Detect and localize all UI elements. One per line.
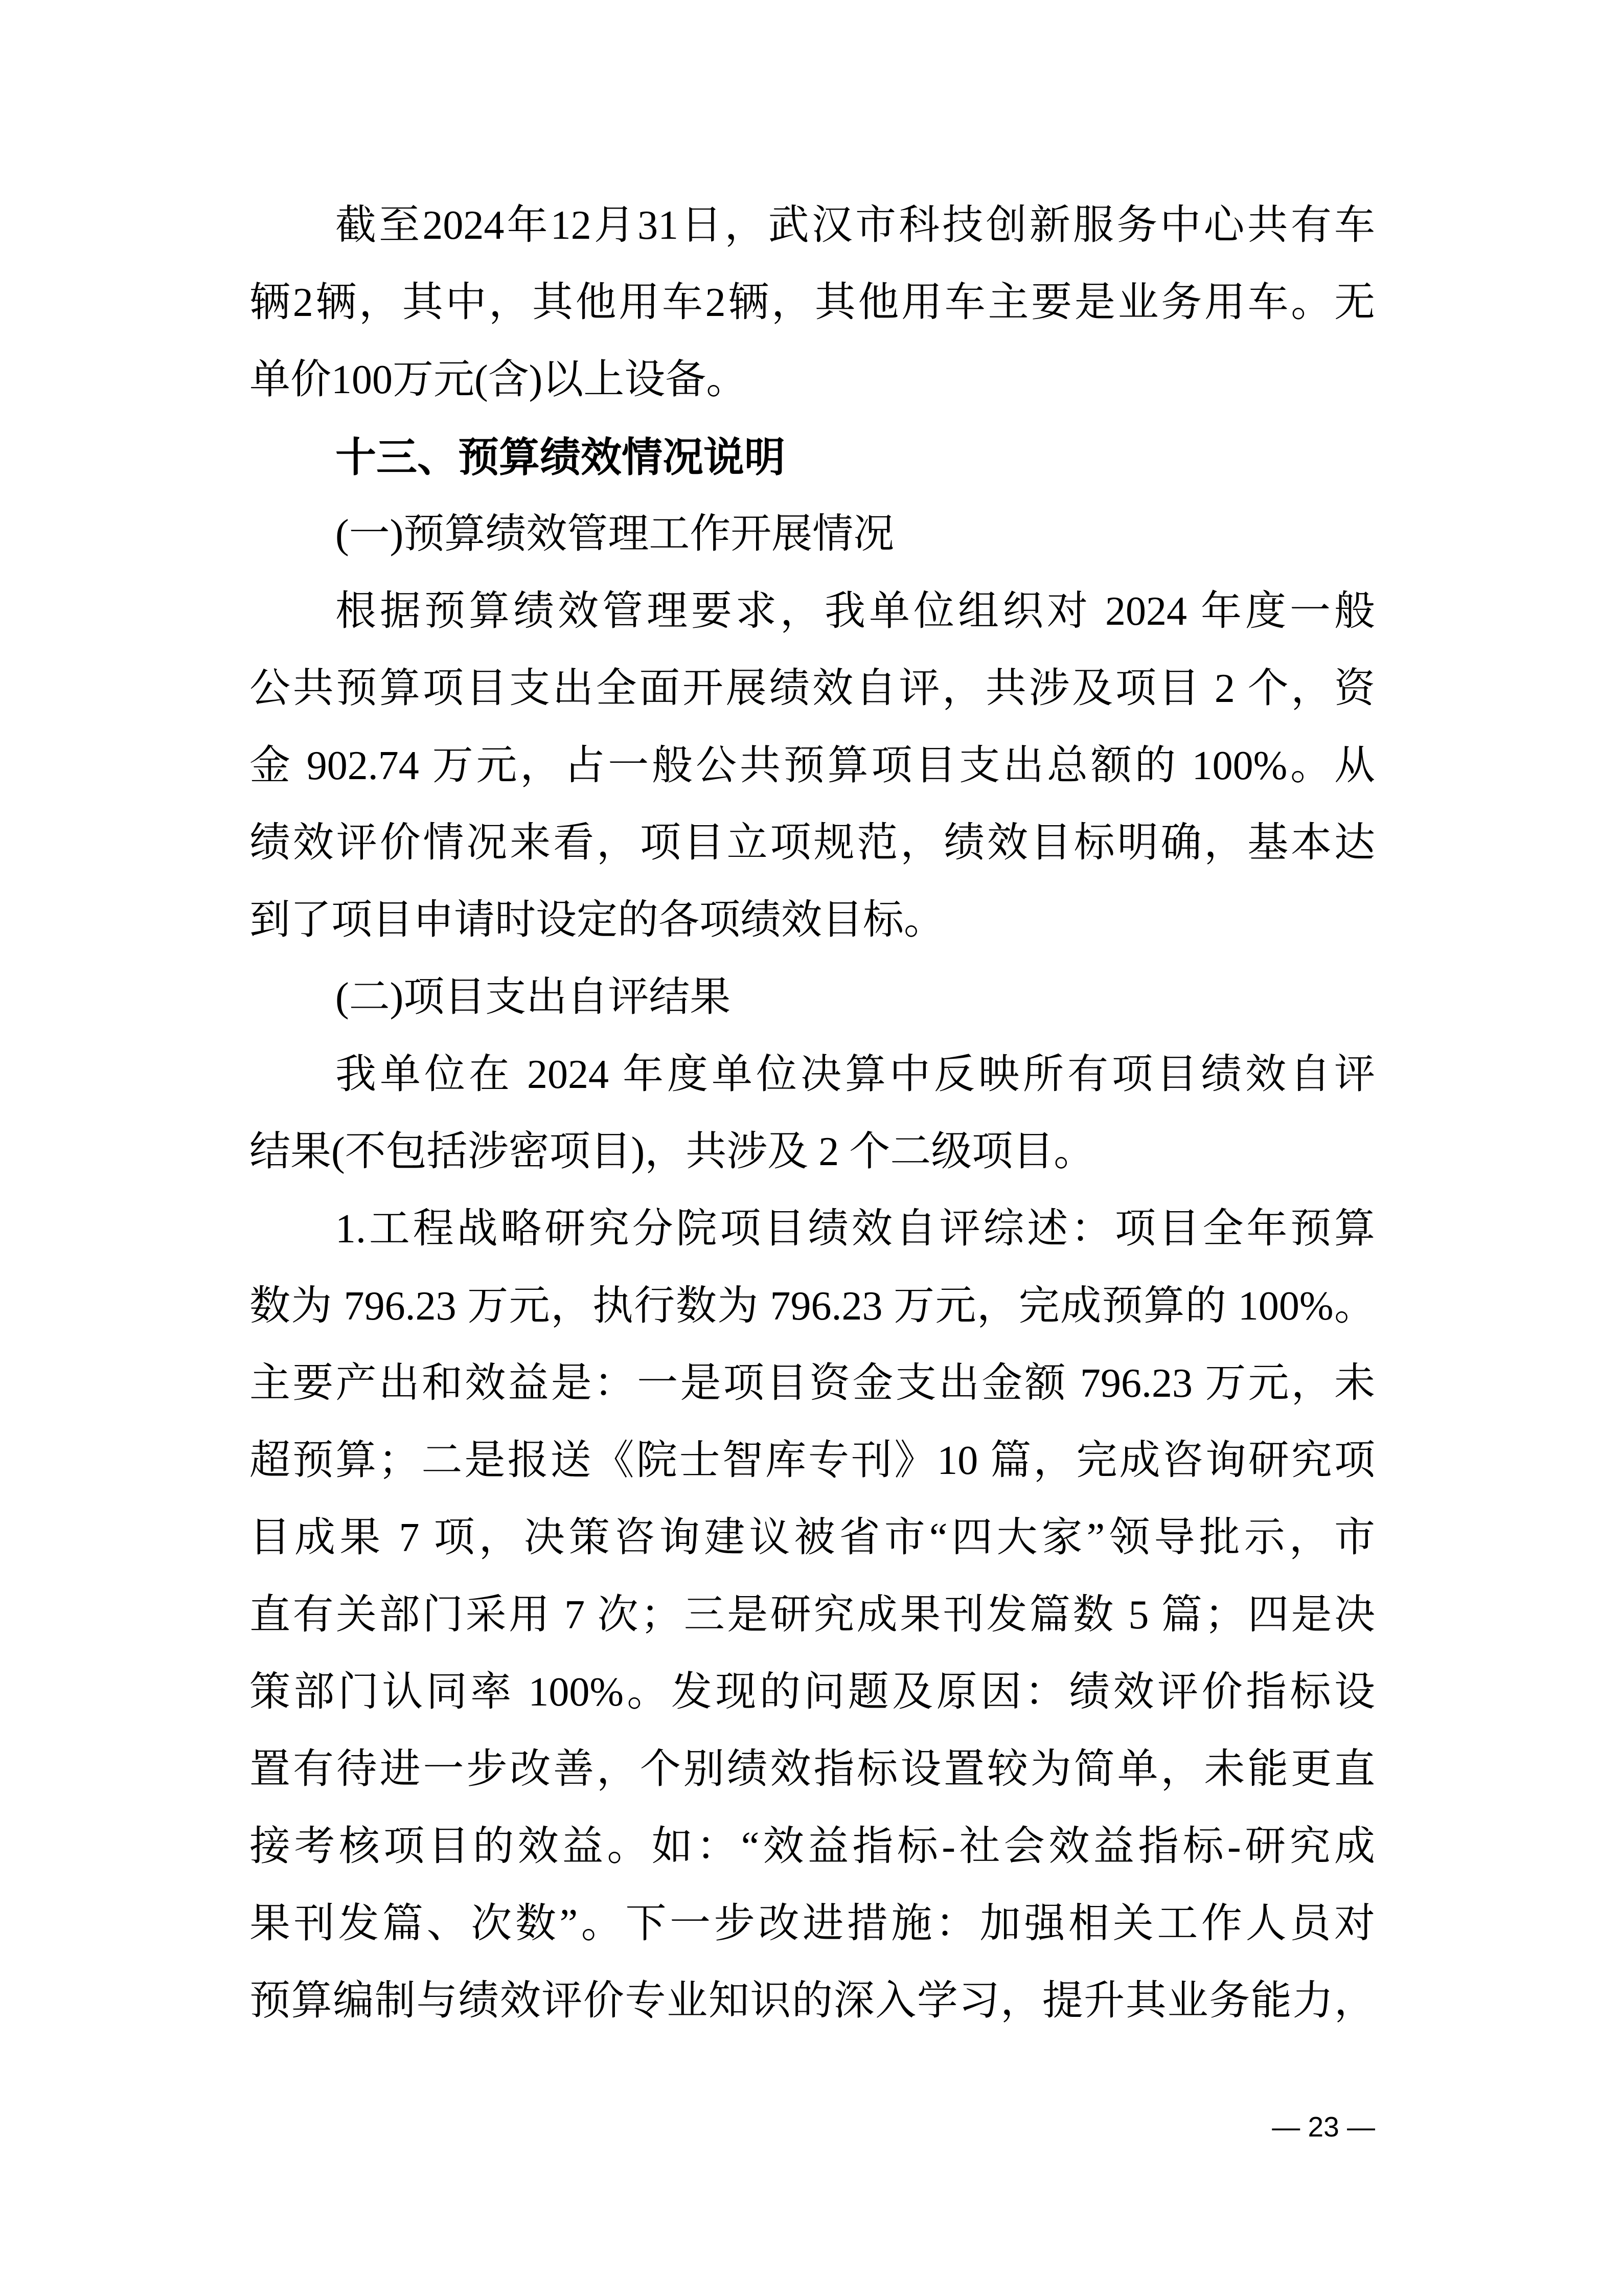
para3-line-1: 我单位在 2024 年度单位决算中反映所有项目绩效自评 xyxy=(335,1052,1375,1097)
para4-line-8: 置有待进一步改善，个别绩效指标设置较为简单，未能更直 xyxy=(249,1747,1375,1792)
para2-line-3: 金 902.74 万元，占一般公共预算项目支出总额的 100%。从 xyxy=(249,743,1375,788)
para2-line-2: 公共预算项目支出全面开展绩效自评，共涉及项目 2 个，资 xyxy=(249,666,1375,711)
para4-line-2: 数为 796.23 万元，执行数为 796.23 万元，完成预算的 100%。 xyxy=(249,1284,1375,1329)
para2-line-1: 根据预算绩效管理要求，我单位组织对 2024 年度一般 xyxy=(335,589,1375,634)
para4-line-3: 主要产出和效益是：一是项目资金支出金额 796.23 万元，未 xyxy=(249,1361,1375,1406)
document-body xyxy=(249,187,1375,2040)
para4-line-10: 果刊发篇、次数”。下一步改进措施：加强相关工作人员对 xyxy=(249,1901,1375,1946)
para4-line-5: 目成果 7 项，决策咨询建议被省市“四大家”领导批示，市 xyxy=(249,1515,1375,1560)
para4-line-11: 预算编制与绩效评价专业知识的深入学习，提升其业务能力， xyxy=(249,1979,1375,2024)
section-heading-13: 十三、预算绩效情况说明 xyxy=(335,435,785,480)
para2-line-4: 绩效评价情况来看，项目立项规范，绩效目标明确，基本达 xyxy=(249,821,1375,866)
subsection-heading-2: (二)项目支出自评结果 xyxy=(335,975,731,1020)
para1-line-2: 辆2辆，其中，其他用车2辆，其他用车主要是业务用车。无 xyxy=(249,280,1375,325)
para4-line-9: 接考核项目的效益。如：“效益指标-社会效益指标-研究成 xyxy=(249,1824,1375,1869)
page-number: — 23 — xyxy=(1272,2111,1375,2143)
para3-line-2: 结果(不包括涉密项目)，共涉及 2 个二级项目。 xyxy=(249,1129,1095,1174)
para1-line-1: 截至2024年12月31日，武汉市科技创新服务中心共有车 xyxy=(335,203,1375,248)
para4-line-1: 1.工程战略研究分院项目绩效自评综述：项目全年预算 xyxy=(335,1207,1375,1252)
para4-line-6: 直有关部门采用 7 次；三是研究成果刊发篇数 5 篇；四是决 xyxy=(249,1593,1375,1638)
subsection-heading-1: (一)预算绩效管理工作开展情况 xyxy=(335,512,895,557)
para4-line-7: 策部门认同率 100%。发现的问题及原因：绩效评价指标设 xyxy=(249,1670,1375,1715)
para2-line-5: 到了项目申请时设定的各项绩效目标。 xyxy=(249,898,945,943)
para1-line-3: 单价100万元(含)以上设备。 xyxy=(249,357,747,402)
para4-line-4: 超预算；二是报送《院士智库专刊》10 篇，完成咨询研究项 xyxy=(249,1438,1375,1483)
